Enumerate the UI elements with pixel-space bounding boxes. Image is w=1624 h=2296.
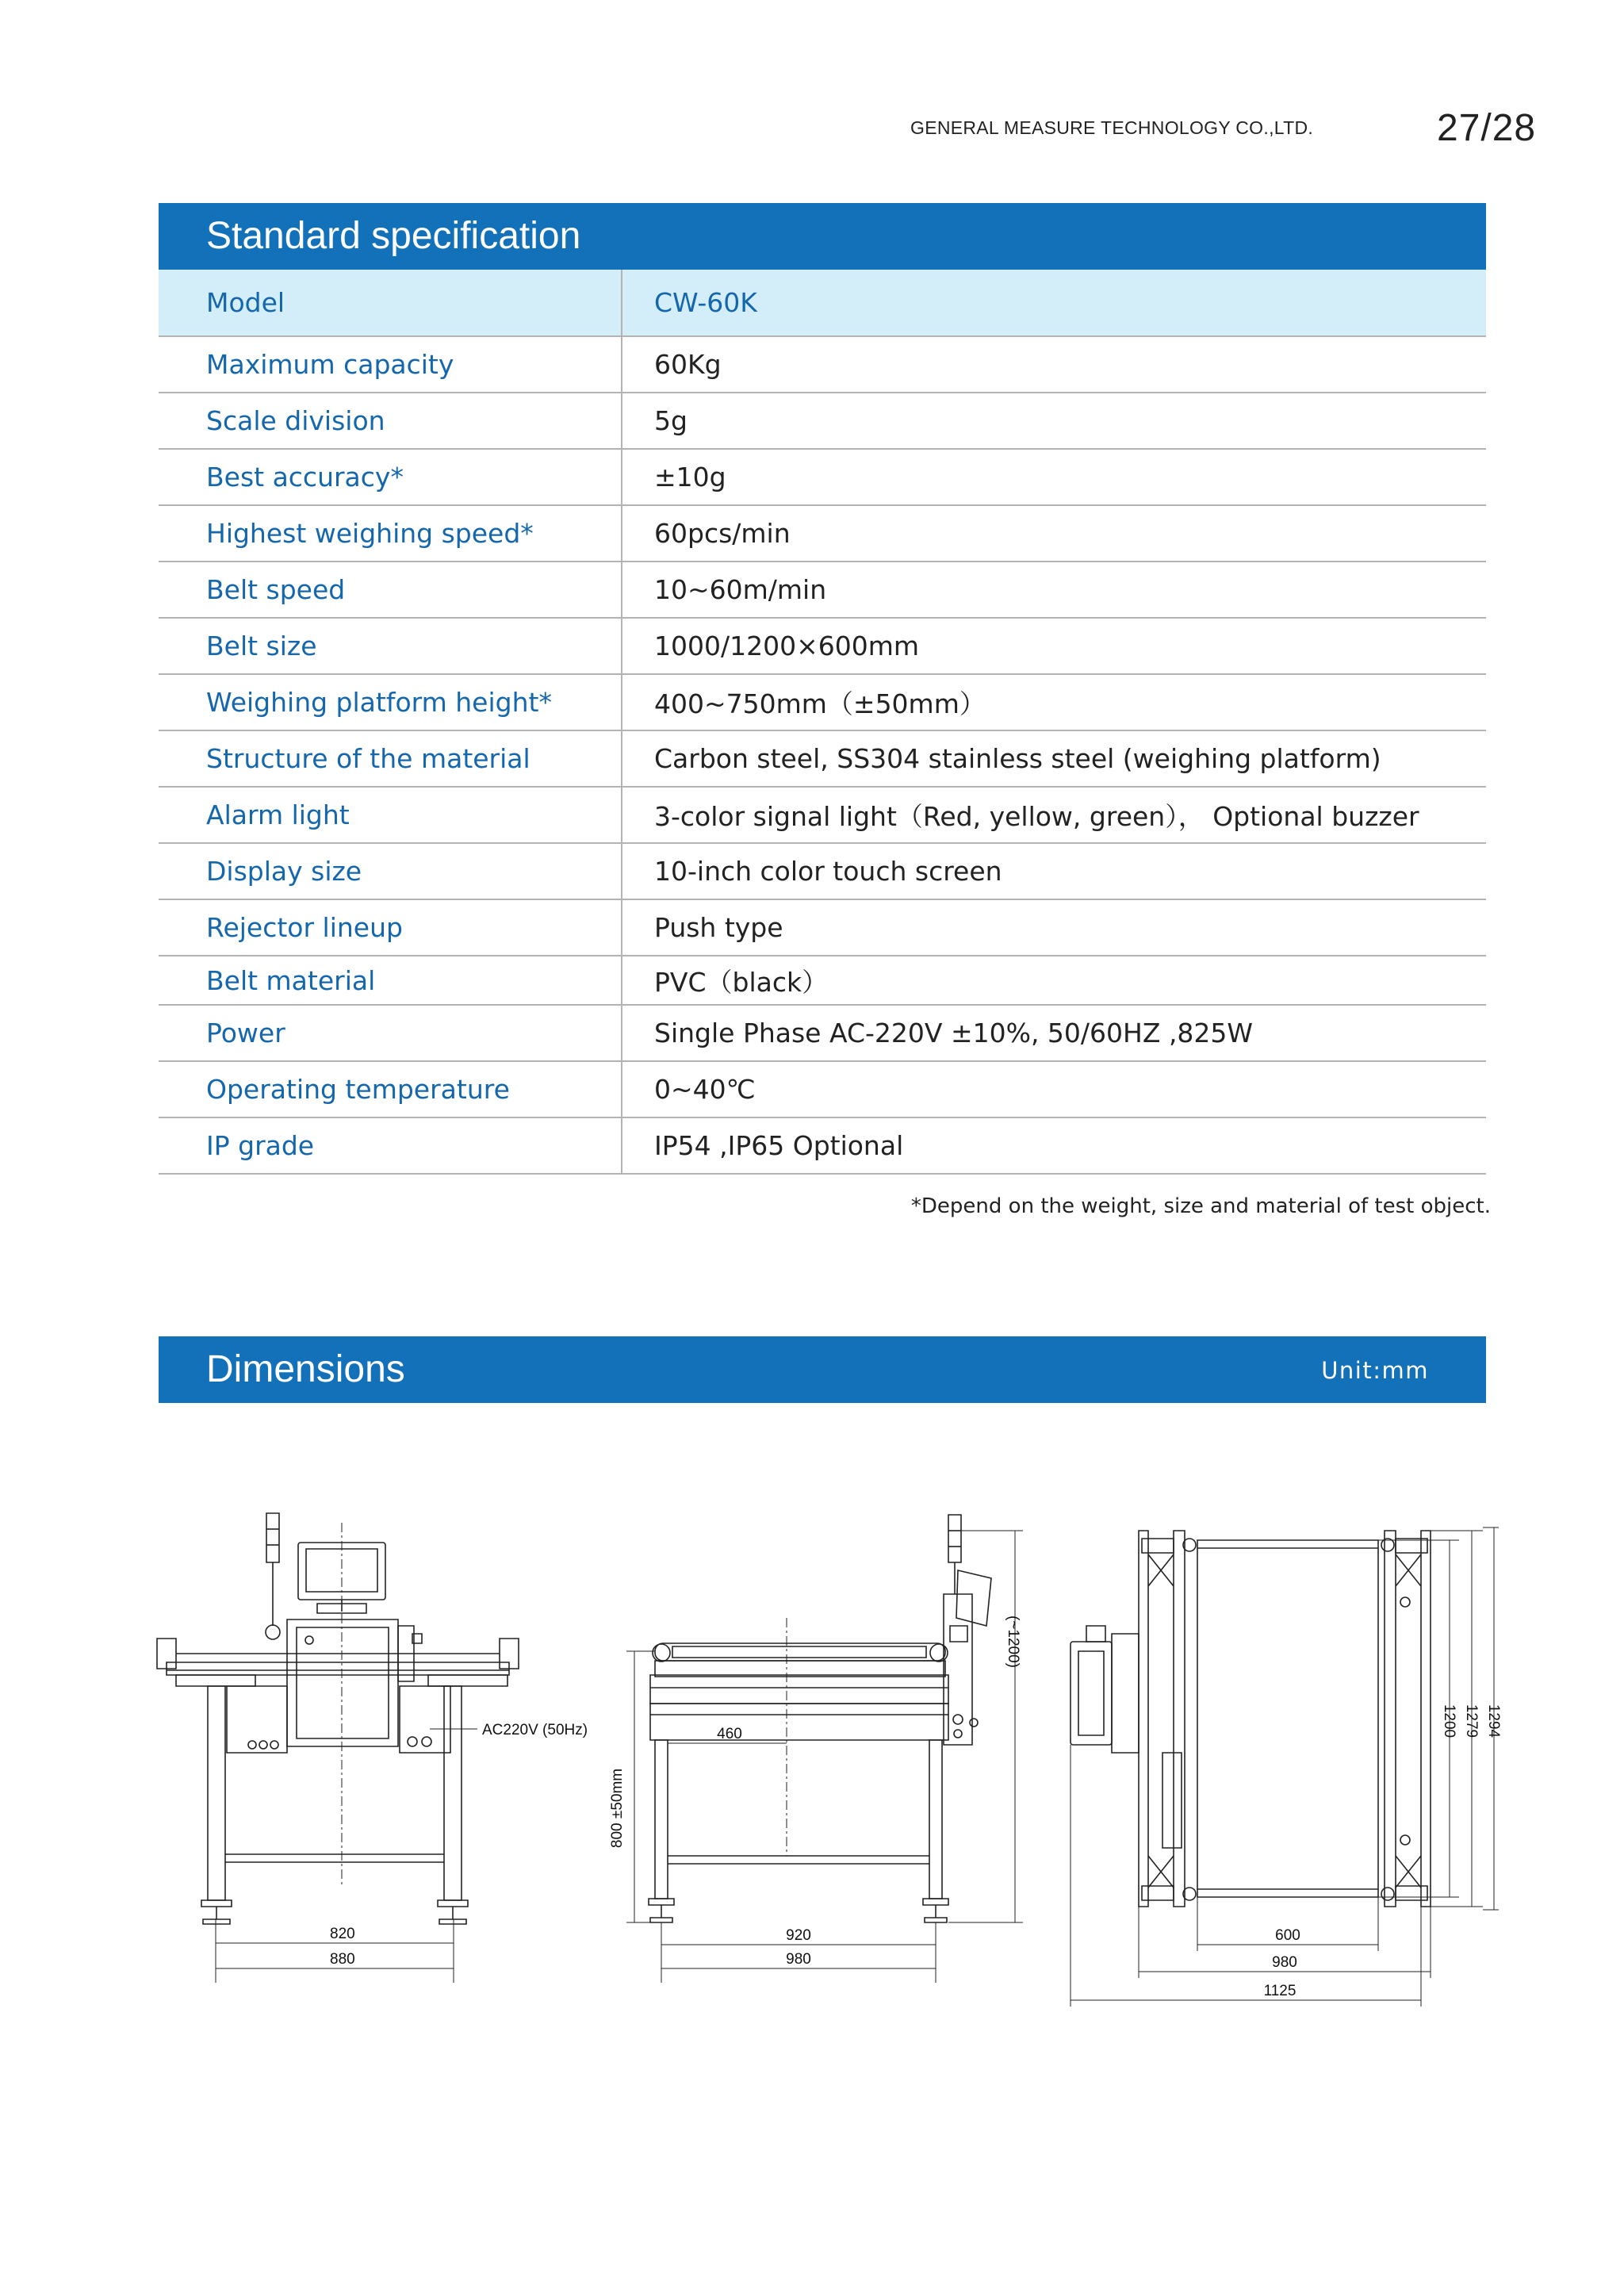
table-row — [159, 336, 1486, 393]
front-view-drawing — [151, 1507, 588, 1968]
spec-label: Belt material — [159, 956, 622, 1005]
table-row — [159, 843, 1486, 899]
spec-value: 1000/1200×600mm — [622, 618, 1486, 674]
spec-value: 10~60m/min — [622, 562, 1486, 618]
front-power-label: AC220V (50Hz) — [482, 1722, 588, 1738]
spec-label: Structure of the material — [159, 730, 622, 787]
dimensions-unit: Unit:mm — [1321, 1357, 1429, 1384]
table-row — [159, 787, 1486, 843]
company-name: GENERAL MEASURE TECHNOLOGY CO.,LTD. — [910, 117, 1314, 138]
spec-footnote: *Depend on the weight, size and material of test object. — [910, 1194, 1491, 1218]
spec-value: PVC（black） — [622, 956, 1486, 1005]
table-row — [159, 449, 1486, 505]
table-row — [159, 505, 1486, 562]
top-belt-width-label: 600 — [1275, 1927, 1300, 1944]
table-row — [159, 1061, 1486, 1117]
spec-label: Scale division — [159, 393, 622, 449]
top-view-drawing — [1063, 1507, 1507, 2014]
spec-value: 3-color signal light（Red, yellow, green）， Optional buzzer — [622, 787, 1486, 843]
table-row — [159, 1005, 1486, 1061]
top-frame-width-label: 980 — [1272, 1954, 1297, 1971]
spec-label: Highest weighing speed* — [159, 505, 622, 562]
table-row — [159, 674, 1486, 730]
spec-label: Belt speed — [159, 562, 622, 618]
dimensions-title: Dimensions — [206, 1348, 405, 1390]
table-row — [159, 618, 1486, 674]
table-row — [159, 1117, 1486, 1174]
spec-value: 5g — [622, 393, 1486, 449]
table-row-model — [159, 270, 1486, 336]
spec-label: Power — [159, 1005, 622, 1061]
spec-table — [159, 270, 1486, 1175]
spec-title-bar — [159, 203, 1486, 270]
spec-value: Push type — [622, 899, 1486, 956]
spec-value: IP54 ,IP65 Optional — [622, 1117, 1486, 1174]
spec-label: Display size — [159, 843, 622, 899]
top-length-1-label: 1200 — [1441, 1704, 1457, 1738]
table-row — [159, 956, 1486, 1005]
spec-value: Single Phase AC-220V ±10%, 50/60HZ ,825W — [622, 1005, 1486, 1061]
side-inner-label: 920 — [786, 1927, 811, 1944]
model-label: Model — [159, 270, 622, 336]
table-row — [159, 899, 1486, 956]
side-height-label: 800 ±50mm — [609, 1768, 626, 1849]
table-row — [159, 393, 1486, 449]
side-outer-label: 980 — [786, 1951, 811, 1968]
spec-value: Carbon steel, SS304 stainless steel (weighing platform) — [622, 730, 1486, 787]
spec-label: Operating temperature — [159, 1061, 622, 1117]
spec-label: Weighing platform height* — [159, 674, 622, 730]
spec-value: 10-inch color touch screen — [622, 843, 1486, 899]
spec-value: 60pcs/min — [622, 505, 1486, 562]
side-top-height-label: (~1200) — [1005, 1615, 1021, 1669]
spec-value: 400~750mm（±50mm） — [622, 674, 1486, 730]
spec-label: Alarm light — [159, 787, 622, 843]
top-length-2-label: 1279 — [1463, 1704, 1480, 1738]
front-inner-width-label: 820 — [330, 1926, 355, 1942]
spec-label: Rejector lineup — [159, 899, 622, 956]
side-view-drawing — [603, 1507, 1047, 1968]
front-outer-width-label: 880 — [330, 1951, 355, 1968]
dimensions-title-bar — [159, 1336, 1486, 1403]
spec-value: 60Kg — [622, 336, 1486, 393]
spec-label: IP grade — [159, 1117, 622, 1174]
side-belt-length-label: 460 — [717, 1726, 742, 1742]
spec-label: Maximum capacity — [159, 336, 622, 393]
top-length-3-label: 1294 — [1485, 1704, 1502, 1738]
table-row — [159, 730, 1486, 787]
spec-title: Standard specification — [206, 215, 581, 257]
top-total-width-label: 1125 — [1263, 1983, 1297, 1999]
spec-value: ±10g — [622, 449, 1486, 505]
spec-value: 0~40℃ — [622, 1061, 1486, 1117]
model-value: CW-60K — [622, 270, 1486, 336]
spec-label: Best accuracy* — [159, 449, 622, 505]
table-row — [159, 562, 1486, 618]
page-number: 27/28 — [1437, 107, 1537, 149]
spec-label: Belt size — [159, 618, 622, 674]
